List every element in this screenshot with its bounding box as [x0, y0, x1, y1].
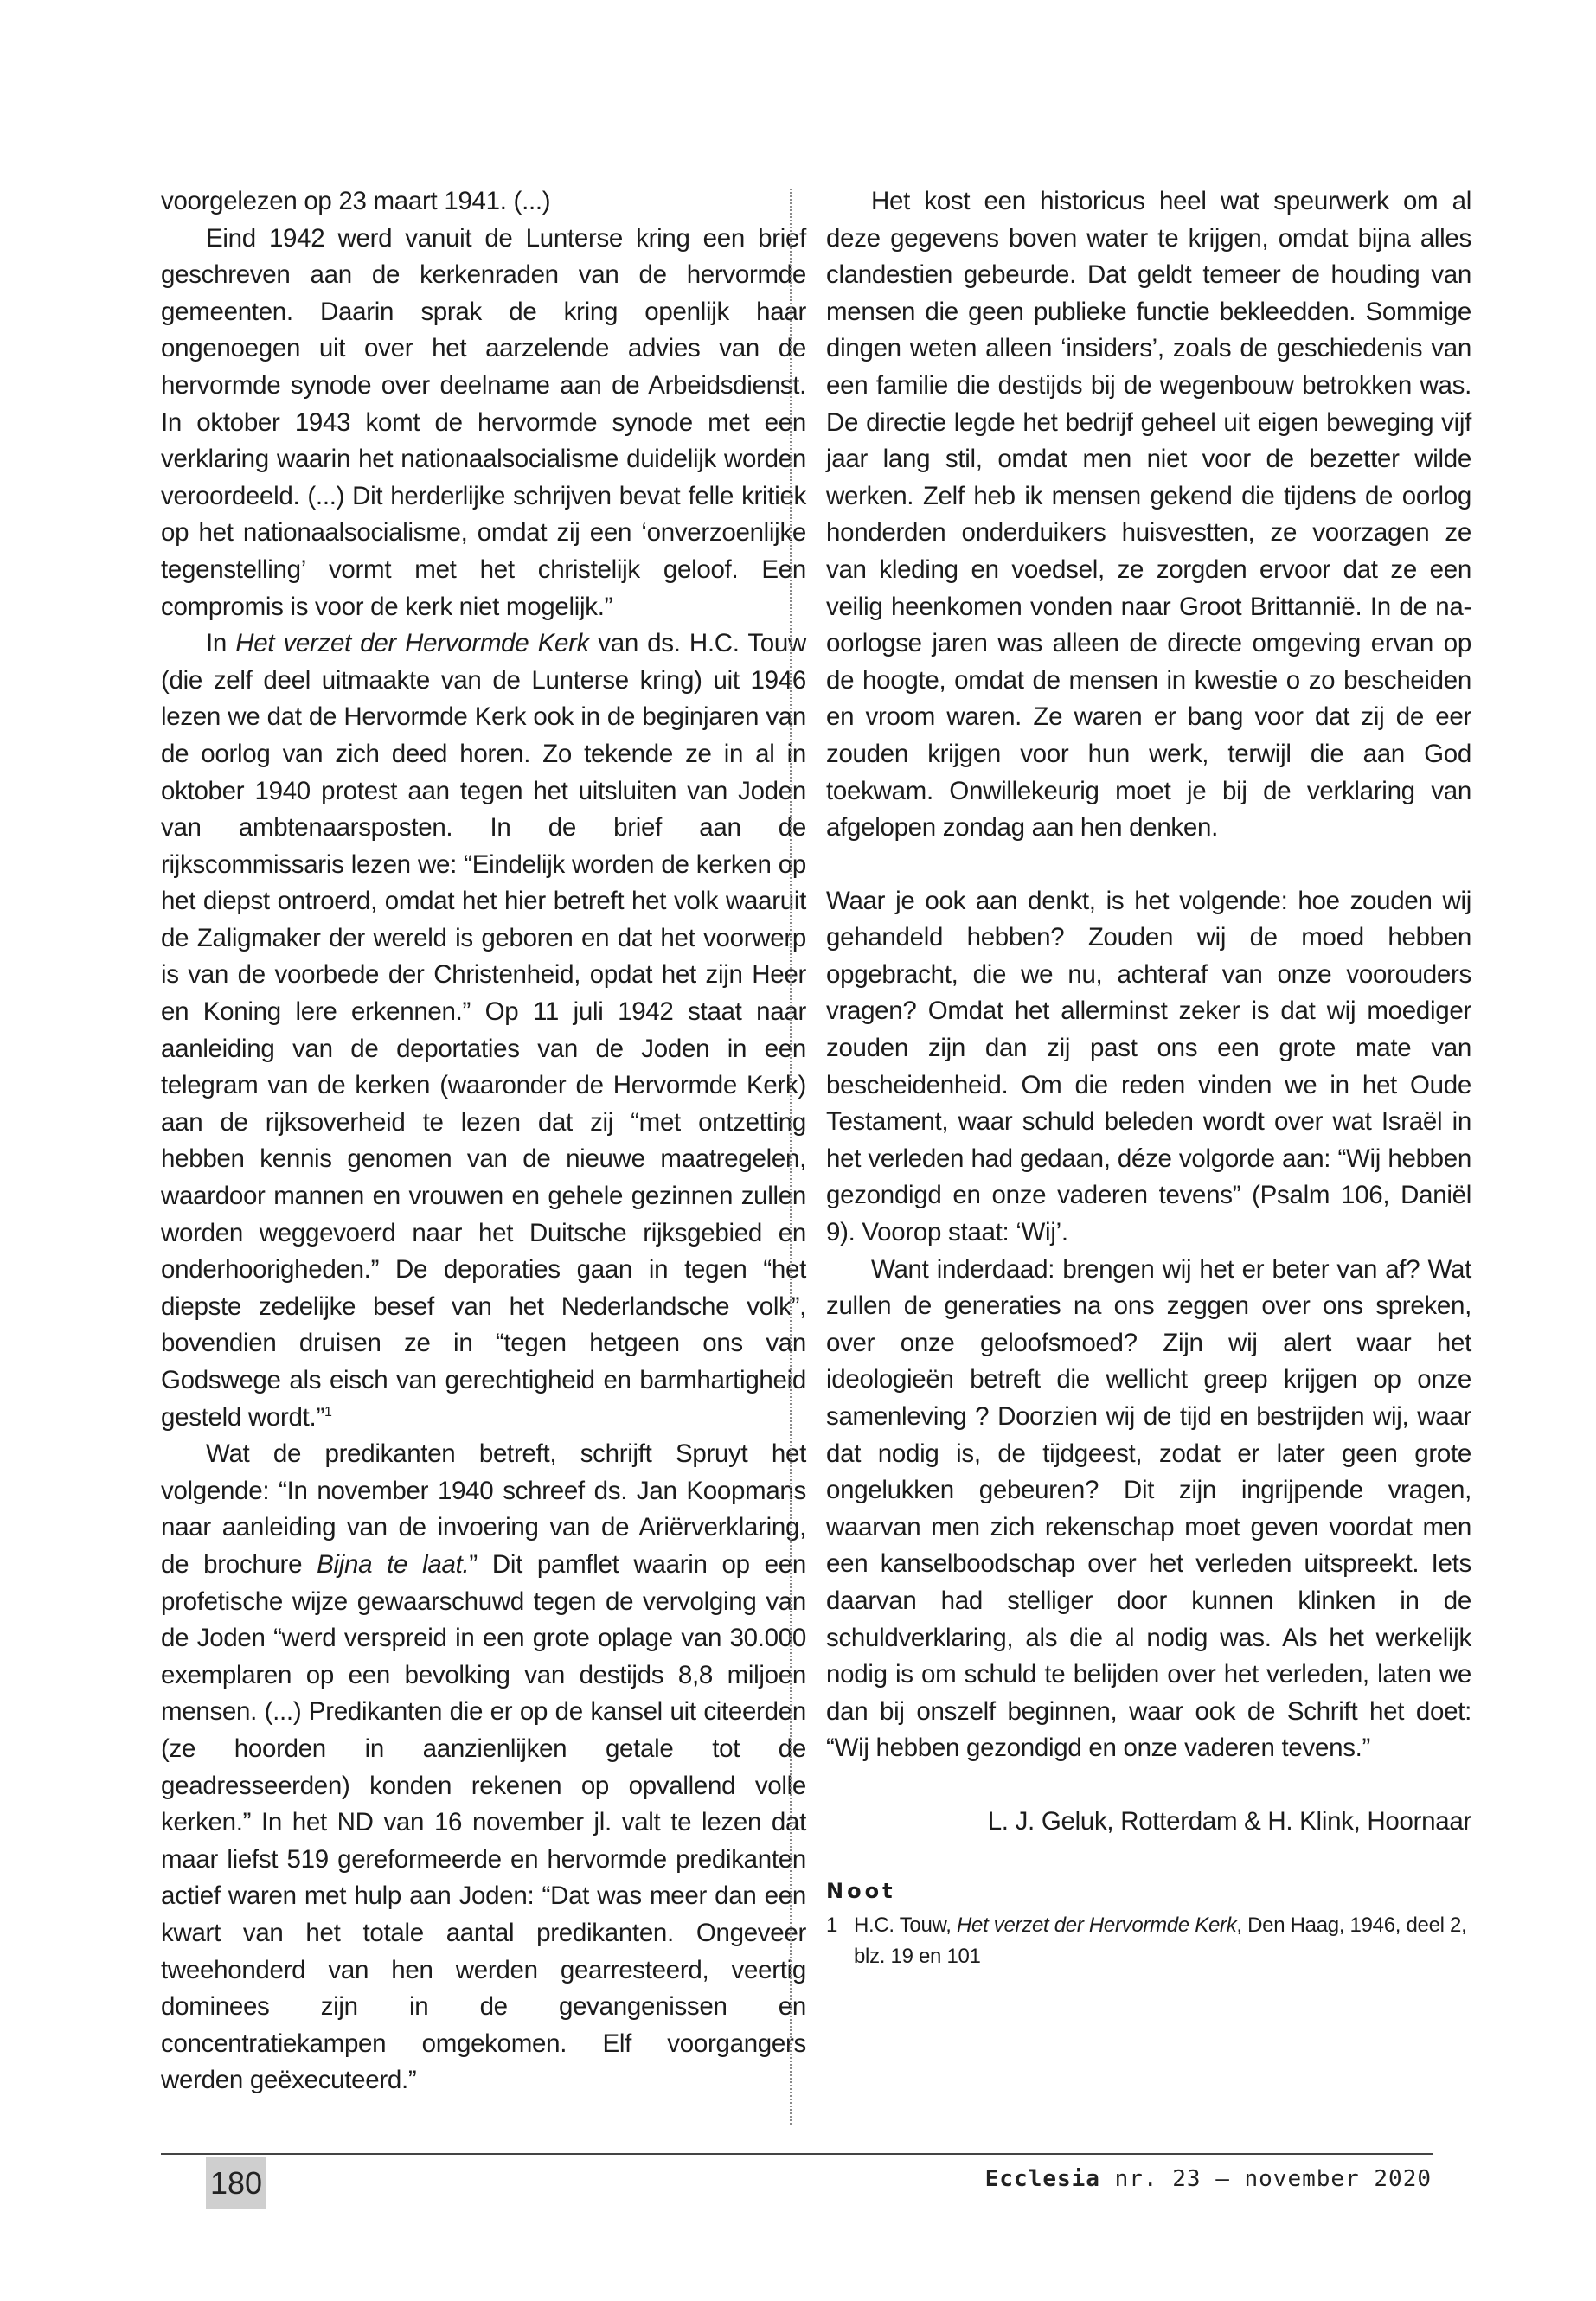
left-column [161, 183, 806, 2099]
paragraph: Het kost een historicus heel wat speurwerk om al deze gegevens boven water te krijgen, omdat bijna alles clandestien gebeurde. Dat geldt temeer de houding van mensen die geen publieke functie bekleedden. Sommige dingen weten alleen ‘insiders’, zoals de geschiedenis van een familie die destijds bij de wegenbouw betrokken was. De directie legde het bedrijf geheel uit eigen beweging vijf jaar lang stil, omdat men niet voor de bezetter wilde werken. Zelf heb ik mensen gekend die tijdens de oorlog honderden onderduikers huisvestten, ze voorzagen ze van kleding en voedsel, ze zorgden ervoor dat ze een veilig heenkomen vonden naar Groot Brittannië. In de na-oorlogse jaren was alleen de directe omgeving ervan op de hoogte, omdat de mensen in kwestie o zo bescheiden en vroom waren. Ze waren er bang voor dat zij de eer zouden krijgen voor hun werk, terwijl die aan God toekwam. Onwillekeurig moet je bij de verklaring van afgelopen zondag aan hen denken. [826, 187, 1471, 843]
text-run: H.C. Touw, [854, 1913, 957, 1937]
footnote-text [854, 1910, 1471, 1972]
paragraph [161, 625, 806, 1436]
footnote-number: 1 [826, 1913, 838, 1937]
column-divider [790, 189, 792, 2125]
author-signature: L. J. Geluk, Rotterdam & H. Klink, Hoornaar [987, 1806, 1471, 1836]
book-title: Het verzet der Hervormde Kerk [956, 1913, 1237, 1937]
footnote [826, 1910, 1471, 1972]
right-column [826, 183, 1471, 1972]
footer-rule [161, 2153, 1433, 2155]
paragraph [161, 1436, 806, 2099]
paragraph: Waar je ook aan denkt, is het volgende: hoe zouden wij gehandeld hebben? Zouden wij de moed hebben opgebracht, die we nu, achteraf van onze voorouders vragen? Omdat het allerminst zeker is dat wij moediger zouden zijn dan zij past ons een grote mate van bescheidenheid. Om die reden vinden we in het Oude Testament, waar schuld beleden wordt over wat Israël in het verleden had gedaan, déze volgorde aan: “Wij hebben gezondigd en onze vaderen tevens” (Psalm 106, Daniël 9). Voorop staat: ‘Wij’. [826, 886, 1471, 1247]
paragraph: Want inderdaad: brengen wij het er beter van af? Wat zullen de generaties na ons zeggen over ons spreken, over onze geloofsmoed? Zijn wij alert waar het ideologieën betreft die wellicht greep krijgen op onze samenleving ? Doorzien wij de tijd en bestrijden wij, waar dat nodig is, de tijdgeest, zodat er later geen grote ongelukken gebeuren? Dit zijn ingrijpende vragen, waarvan men zich rekenschap moet geven voordat men een kanselboodschap over het verleden uitspreekt. Iets daarvan had stelliger door kunnen klinken in de schuldverklaring, als die al nodig was. Als het werkelijk nodig is om schuld te belijden over het verleden, laten we dan bij onszelf beginnen, waar ook de Schrift het doet: “Wij hebben gezondigd en onze vaderen tevens.” [826, 1254, 1471, 1763]
paragraph: voorgelezen op 23 maart 1941. (...) [161, 187, 551, 215]
journal-name: Ecclesia [984, 2166, 1100, 2192]
note-heading: Noot [826, 1878, 896, 1903]
text-run: van ds. H.C. Touw (die zelf deel uitmaakte van de Lunterse kring) uit 1946 lezen we dat de Hervormde Kerk ook in de beginjaren van de oorlog van zich deed horen. Zo tekende ze in al in oktober 1940 protest aan tegen het uitsluiten van Joden van ambtenaarsposten. In de brief aan de rijkscommissaris lezen we: “Eindelijk worden de kerken op het diepst ontroerd, omdat het hier betreft het volk waaruit de Zaligmaker der wereld is geboren en dat het voorwerp is van de voorbede der Christenheid, opdat het zijn Heer en Koning lere erkennen.” Op 11 juli 1942 staat naar aanleiding van de deportaties van de Joden in een telegram van de kerken (waaronder de Hervormde Kerk) aan de rijksoverheid te lezen dat zij “met ontzetting hebben kennis genomen van de nieuwe maatregelen, waardoor mannen en vrouwen en gehele gezinnen zullen worden weggevoerd naar het Duitsche rijksgebied en onderhoorigheden.” De deporaties gaan in tegen “het diepste zedelijke besef van het Nederlandsche volk”, bovendien druisen ze in “tegen hetgeen ons van Godswege als eisch van gerechtigheid en barmhartigheid gesteld wordt.” [161, 629, 806, 1432]
journal-issue: nr. 23 — november 2020 [1099, 2166, 1432, 2192]
brochure-title: Bijna te laat. [317, 1549, 470, 1579]
text-run: , Den Haag, 1946, deel 2, blz. 19 en 101 [854, 1913, 1467, 1968]
text-run: In [206, 629, 236, 658]
page-number: 180 [206, 2157, 266, 2209]
paragraph: Eind 1942 werd vanuit de Lunterse kring een brief geschreven aan de kerkenraden van de hervormde gemeenten. Daarin sprak de kring openlijk haar ongenoegen uit over het aarzelende advies van de hervormde synode over deelname aan de Arbeidsdienst. In oktober 1943 komt de hervormde synode met een verklaring waarin het nationaalsocialisme duidelijk worden veroordeeld. (...) Dit herderlijke schrijven bevat felle kritiek op het nationaalsocialisme, omdat zij een ‘onverzoenlijke tegenstelling’ vormt met het christelijk geloof. Een compromis is voor de kerk niet mogelijk.” [161, 223, 806, 621]
text-run: ” Dit pamflet waarin op een profetische wijze gewaarschuwd tegen de vervolging van de Joden “werd verspreid in een grote oplage van 30.000 exemplaren op een bevolking van destijds 8,8 miljoen mensen. (...) Predikanten die er op de kansel uit citeerden (ze hoorden in aanzienlijken getale tot de geadresseerden) konden rekenen op opvallend volle kerken.” In het ND van 16 november jl. valt te lezen dat maar liefst 519 gereformeerde en hervormde predikanten actief waren met hulp aan Joden: “Dat was meer dan een kwart van het totale aantal predikanten. Ongeveer tweehonderd van hen werden gearresteerd, veertig dominees zijn in de gevangenissen en concentratiekampen omgekomen. Elf voorgangers werden geëxecuteerd.” [161, 1549, 806, 2095]
text-run: Wat de predikanten betreft, schrijft Spruyt het volgende: “In november 1940 schreef ds. Jan Koopmans naar aanleiding van de invoering van de Ariërverklaring, de brochure [161, 1439, 806, 1579]
journal-reference [985, 2166, 1432, 2192]
book-title: Het verzet der Hervormde Kerk [235, 629, 590, 658]
footnote-marker: 1 [324, 1404, 332, 1420]
